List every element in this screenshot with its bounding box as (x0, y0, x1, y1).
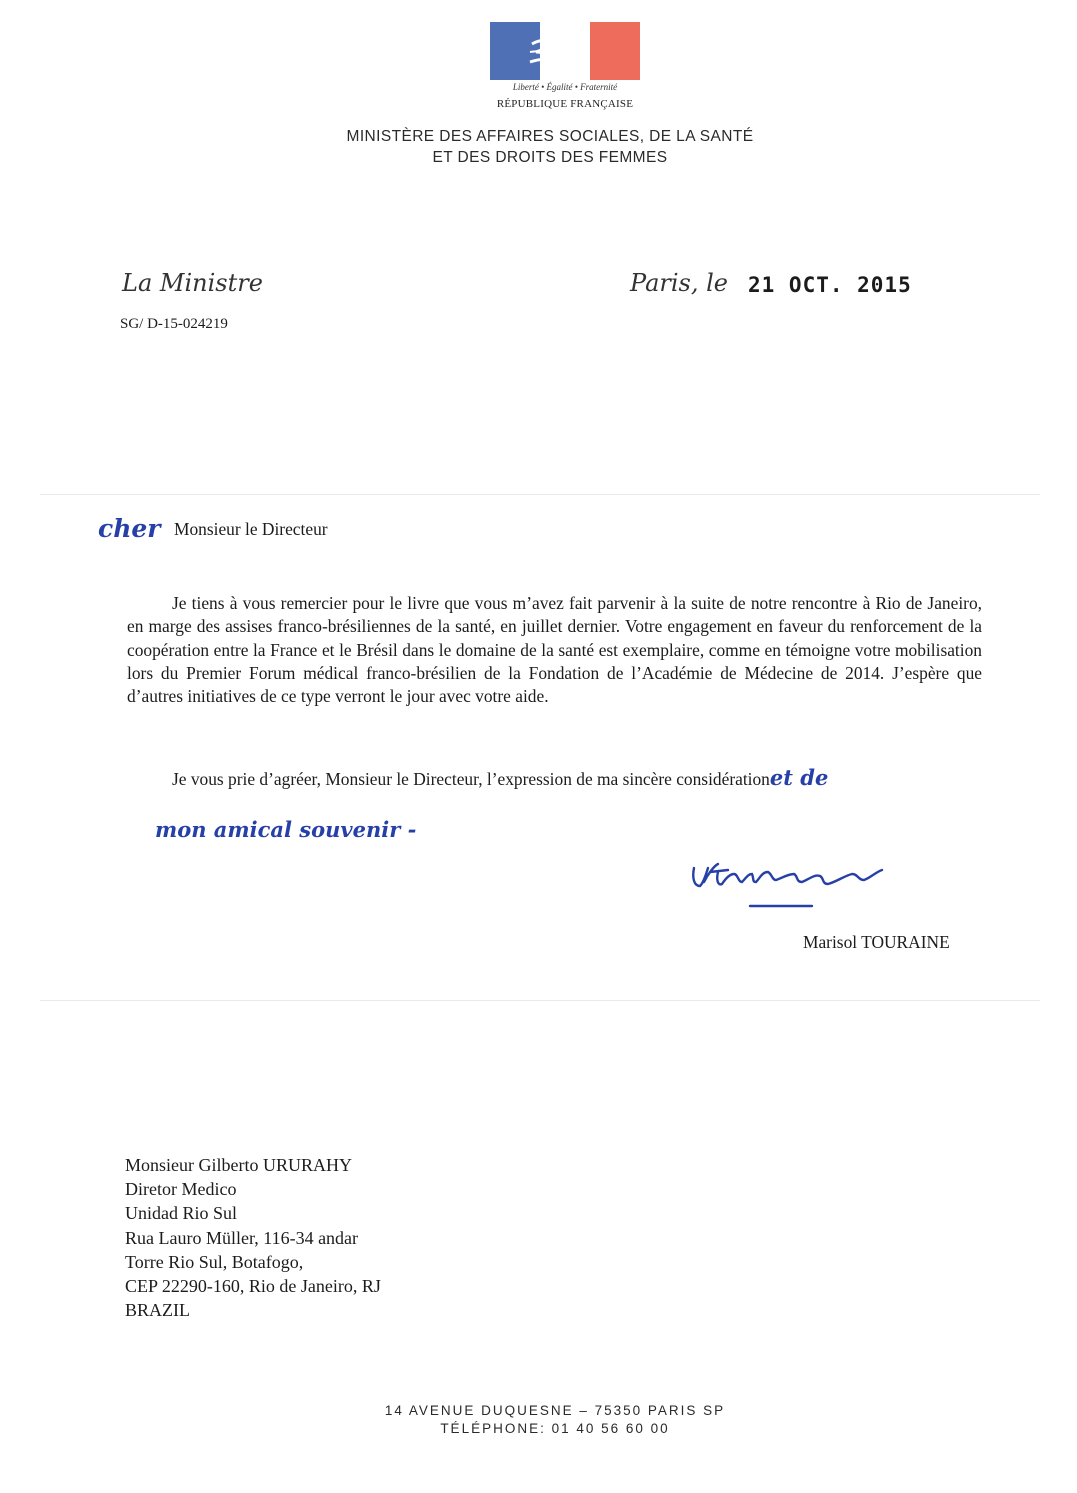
signatory-name: Marisol TOURAINE (803, 932, 950, 952)
closing-formula (172, 765, 828, 790)
recipient-line: Monsieur Gilberto URURAHY (125, 1155, 352, 1175)
ministry-name-line1: MINISTÈRE DES AFFAIRES SOCIALES, DE LA SANTÉ (346, 128, 754, 145)
footer-address: 14 AVENUE DUQUESNE – 75350 PARIS SP (384, 1403, 726, 1418)
recipient-line: Unidad Rio Sul (125, 1203, 238, 1224)
closing-text: Je vous prie d’agréer, Monsieur le Directeur, l’expression de ma sincère considération (172, 769, 770, 789)
recipient-line: Diretor Medico (125, 1179, 237, 1200)
republic-name: RÉPUBLIQUE FRANÇAISE (496, 98, 634, 110)
handwritten-salutation: cher (98, 514, 161, 543)
handwritten-closing-1: et de (769, 765, 829, 790)
handwritten-signature (688, 852, 888, 914)
sender-title: La Ministre (122, 269, 263, 297)
recipient-line: CEP 22290-160, Rio de Janeiro, RJ (125, 1276, 381, 1297)
republique-francaise-logo (490, 22, 642, 116)
reference-number: SG/ D-15-024219 (120, 316, 228, 332)
recipient-address (125, 1153, 381, 1322)
recipient-line: Torre Rio Sul, Botafogo, (125, 1251, 304, 1272)
recipient-line: BRAZIL (125, 1300, 190, 1321)
handwritten-closing-2: mon amical souvenir - (155, 817, 417, 842)
republic-motto: Liberté • Égalité • Fraternité (512, 82, 618, 92)
salutation: Monsieur le Directeur (174, 519, 328, 539)
date-stamp: 21 OCT. 2015 (748, 273, 912, 297)
marianne-profile-icon (490, 22, 640, 80)
scan-artifact (40, 494, 1040, 495)
date-place: Paris, le (630, 269, 728, 297)
scan-artifact (40, 1000, 1040, 1001)
ministry-name-line2: ET DES DROITS DES FEMMES (432, 149, 668, 166)
letter-paragraph: Je tiens à vous remercier pour le livre que vous m’avez fait parvenir à la suite de notre rencontre à Rio de Janeiro, en marge des assises franco-brésiliennes de la santé, en juillet dernier. Votre engagement en faveur du renforcement de la coopération entre la France et le Brésil dans le domaine de la santé est exemplaire, comme en témoigne votre mobilisation lors du Premier Forum médical franco-brésilien de la Fondation de l’Académie de Médecine de 2014. J’espère que d’autres initiatives de ce type verront le jour avec votre aide. (127, 593, 982, 707)
footer-phone: TÉLÉPHONE: 01 40 56 60 00 (440, 1421, 670, 1436)
recipient-line: Rua Lauro Müller, 116-34 andar (125, 1227, 359, 1248)
